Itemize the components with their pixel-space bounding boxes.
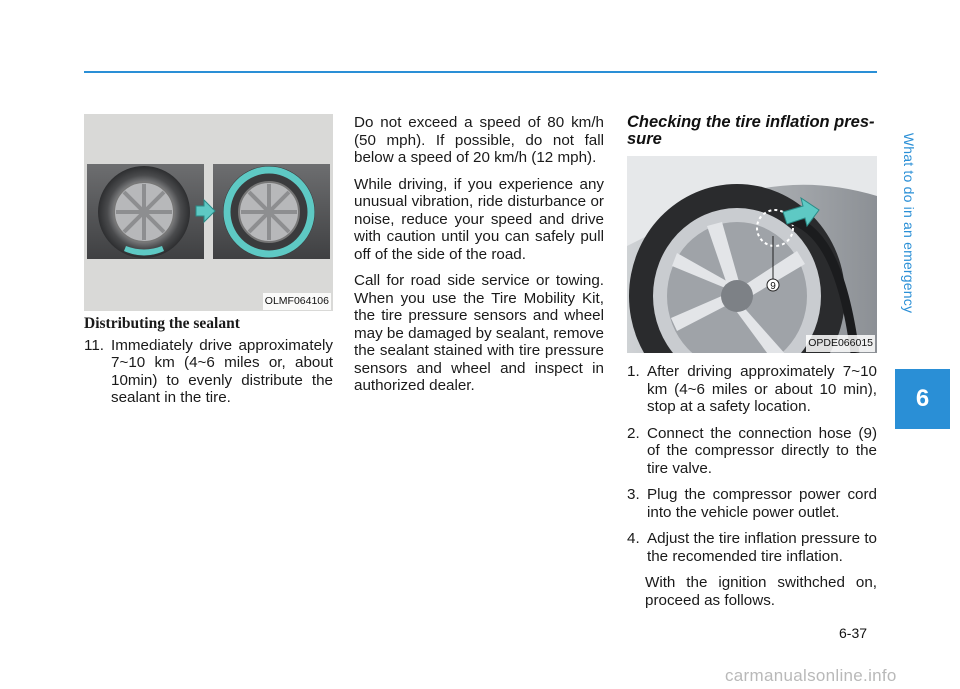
tire-valve-illustration — [627, 156, 877, 353]
figure-code: OPDE066015 — [806, 335, 875, 353]
rim-spokes-left — [116, 184, 172, 240]
inflation-steps — [627, 363, 877, 565]
right-column — [627, 114, 877, 618]
chapter-tab[interactable]: 6 — [895, 369, 950, 429]
page-number: 6-37 — [839, 625, 868, 641]
paragraph: Do not exceed a speed of 80 km/h (50 mph). If possible, do not fall below a speed of 20 km/h (12 mph). — [354, 114, 604, 166]
hub — [721, 280, 753, 312]
chapter-side-title-text: What to do in an emergency — [901, 132, 918, 313]
list-item: 1. After driving approximately 7~10 km (4~6 miles or about 10 min), stop at a safety location. — [627, 363, 877, 415]
chapter-side-title — [895, 80, 923, 365]
left-column — [84, 114, 333, 416]
callout-label: 9 — [770, 281, 776, 292]
list-item: 4. Adjust the tire inflation pressure to the recomended tire inflation. — [627, 530, 877, 565]
figure-code: OLMF064106 — [263, 293, 331, 311]
list-item: 3. Plug the compressor power cord into the vehicle power outlet. — [627, 486, 877, 521]
distribute-steps — [84, 337, 333, 407]
paragraph: Call for road side service or towing. When you use the Tire Mobility Kit, the tire pressure sensors and wheel may be damaged by sealant, remove the sealant stained with tire pressure sensors and wheel and inspect in authorized dealer. — [354, 272, 604, 394]
watermark: carmanualsonline.info — [725, 666, 897, 685]
paragraph: While driving, if you experience any unusual vibration, ride disturbance or noise, reduce your speed and drive with caution until you can safely pull off of the side of the road. — [354, 175, 604, 263]
list-item: 11. Immediately drive approximately 7~10 km (4~6 miles or, about 10min) to evenly distribute the sealant in the tire. — [84, 336, 333, 406]
section-heading: Checking the tire inflation pres- sure — [627, 113, 875, 148]
section-subheading: Distributing the sealant — [84, 315, 240, 332]
step-note: With the ignition swithched on, proceed as follows. — [645, 574, 877, 609]
middle-column — [354, 114, 604, 404]
sealant-figure — [84, 114, 333, 311]
top-rule — [84, 71, 877, 73]
tire-valve-figure — [627, 156, 877, 353]
list-item: 2. Connect the connection hose (9) of the compressor directly to the tire valve. — [627, 424, 877, 477]
sealant-illustration — [84, 114, 333, 311]
rim-spokes-right — [241, 184, 297, 240]
